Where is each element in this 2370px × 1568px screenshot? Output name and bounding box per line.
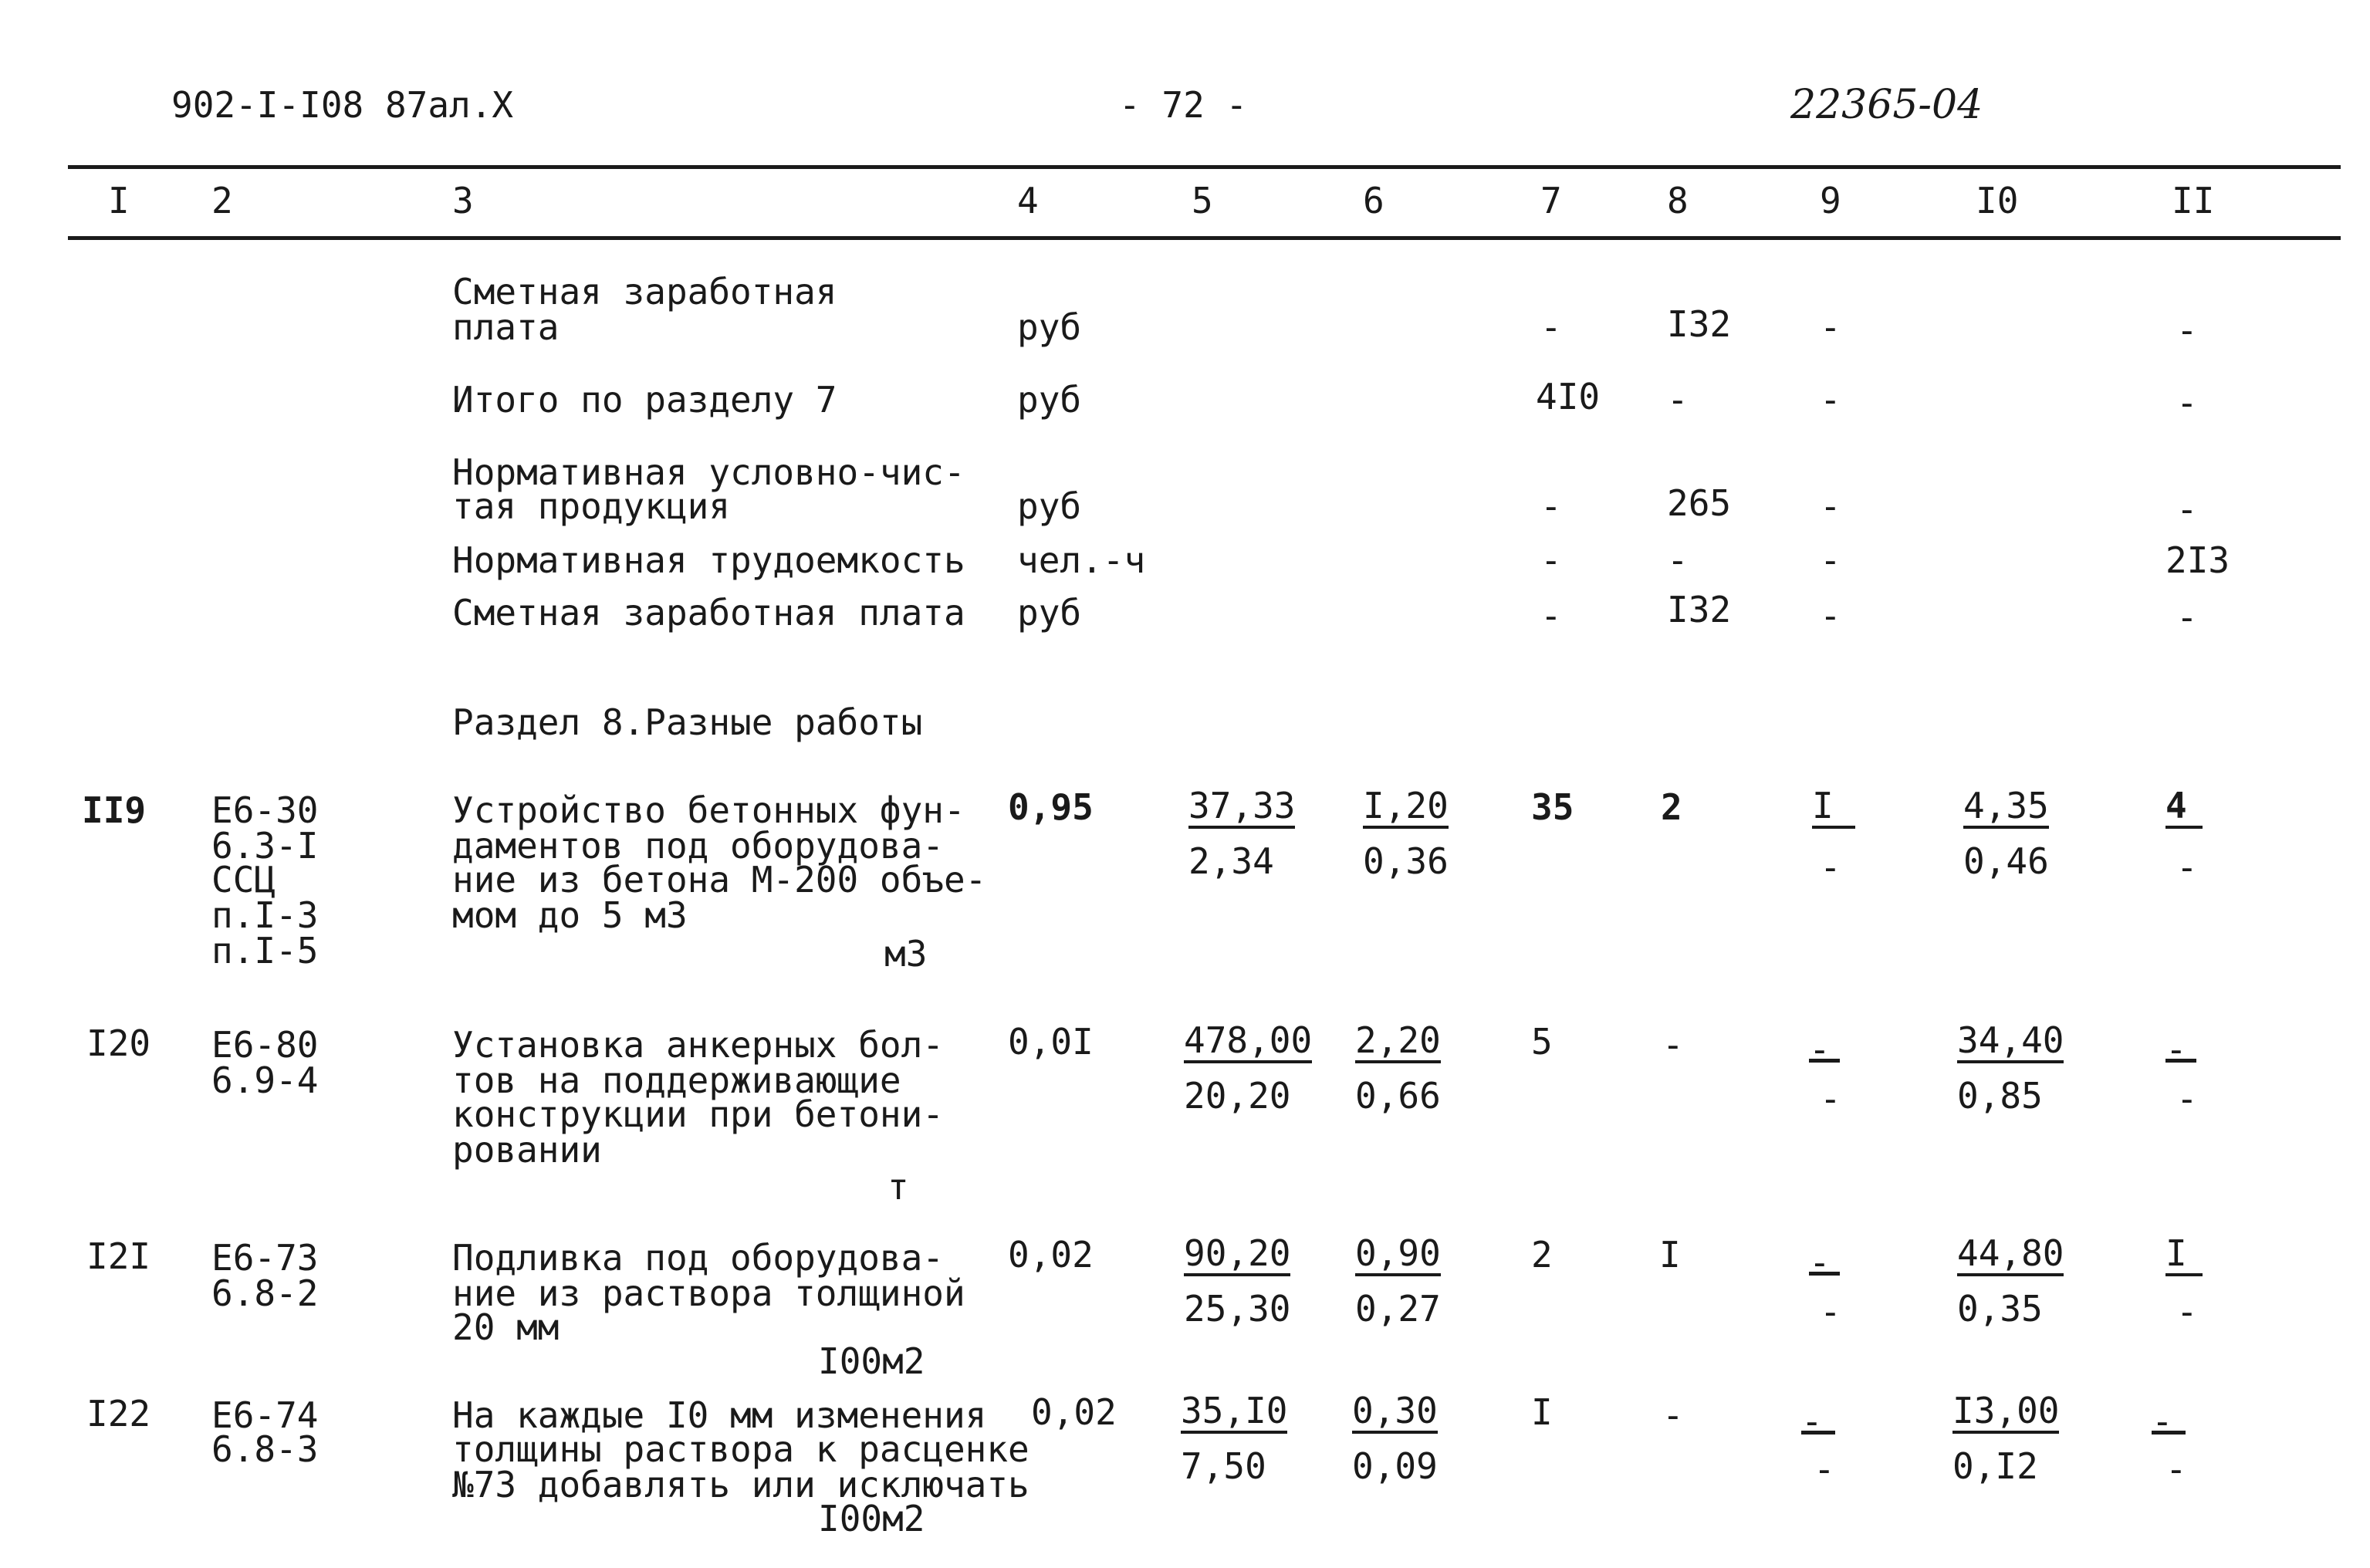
machine-wages: 0,09 bbox=[1352, 1445, 1438, 1487]
cell-col11: - bbox=[2176, 488, 2198, 530]
cell-col9-top: I bbox=[1812, 787, 1855, 829]
machine-cost: 2,20 bbox=[1355, 1022, 1441, 1063]
item-code: Е6-80 bbox=[211, 1024, 319, 1066]
cell-col9: - bbox=[1820, 379, 1841, 421]
cell-col10-top: 34,40 bbox=[1957, 1022, 2064, 1063]
cell-col10-bottom: 0,35 bbox=[1957, 1288, 2043, 1330]
cell-col8: - bbox=[1662, 1394, 1684, 1436]
item-description: толщины раствора к расценке bbox=[452, 1428, 1029, 1470]
cell-col7: - bbox=[1540, 595, 1562, 637]
cell-col8: 265 bbox=[1667, 482, 1732, 524]
row-name: тая продукция bbox=[452, 485, 731, 527]
cell-col10-top: 4,35 bbox=[1963, 787, 2049, 829]
column-number: II bbox=[2172, 180, 2215, 221]
item-quantity: 0,02 bbox=[1008, 1234, 1094, 1276]
cell-col9-top: - bbox=[1809, 1040, 1840, 1063]
table-top-rule bbox=[68, 165, 2341, 169]
cell-col11-top: - bbox=[2152, 1412, 2186, 1435]
cell-col7: 4I0 bbox=[1536, 376, 1601, 417]
item-code: 6.8-3 bbox=[211, 1428, 319, 1470]
column-number: 3 bbox=[452, 180, 474, 221]
cell-col11-bottom: - bbox=[2176, 1291, 2198, 1333]
cell-col7: 5 bbox=[1531, 1021, 1553, 1063]
cell-col11: - bbox=[2176, 596, 2198, 638]
cell-col8: I32 bbox=[1667, 303, 1732, 345]
item-quantity: 0,02 bbox=[1031, 1391, 1117, 1433]
item-code: 6.9-4 bbox=[211, 1059, 319, 1101]
cell-col9-top: - bbox=[1809, 1253, 1840, 1276]
album-number: 22365-04 bbox=[1790, 82, 1983, 128]
cell-col10-bottom: 0,46 bbox=[1963, 840, 2049, 882]
column-number: 4 bbox=[1017, 180, 1039, 221]
item-code: Е6-74 bbox=[211, 1394, 319, 1436]
cell-col9-bottom: - bbox=[1820, 1078, 1841, 1120]
column-number: 5 bbox=[1192, 180, 1213, 221]
cell-col8: - bbox=[1662, 1024, 1684, 1066]
machine-wages: 0,66 bbox=[1355, 1075, 1441, 1117]
item-quantity: 0,95 bbox=[1008, 786, 1094, 828]
item-code: 6.8-2 bbox=[211, 1272, 319, 1314]
machine-cost: I,20 bbox=[1363, 787, 1449, 829]
cell-col9-top: - bbox=[1801, 1412, 1835, 1435]
column-number: 9 bbox=[1820, 180, 1841, 221]
cell-col7: - bbox=[1540, 539, 1562, 581]
cell-col7: I bbox=[1531, 1391, 1553, 1433]
header-bottom-rule bbox=[68, 236, 2341, 240]
machine-cost: 0,90 bbox=[1355, 1235, 1441, 1276]
item-code: 6.3-I bbox=[211, 825, 319, 867]
doc-code: 902-I-I08 87ал.X bbox=[171, 84, 514, 126]
item-description: ровании bbox=[452, 1129, 602, 1171]
cell-col8: - bbox=[1667, 539, 1689, 581]
machine-wages: 0,27 bbox=[1355, 1288, 1441, 1330]
unit-cell: руб bbox=[1017, 485, 1082, 527]
item-unit: I00м2 bbox=[818, 1340, 925, 1382]
cell-col9: - bbox=[1820, 306, 1841, 348]
machine-cost: 0,30 bbox=[1352, 1392, 1438, 1434]
item-description: Подливка под оборудова- bbox=[452, 1237, 944, 1279]
cell-col9-bottom: - bbox=[1820, 847, 1841, 888]
price-wages: 25,30 bbox=[1184, 1288, 1291, 1330]
item-description: конструкции при бетони- bbox=[452, 1093, 944, 1135]
item-description: мом до 5 м3 bbox=[452, 894, 688, 936]
item-description: ние из бетона М-200 объе- bbox=[452, 859, 987, 901]
cell-col8: 2 bbox=[1661, 786, 1682, 828]
cell-col11: 2I3 bbox=[2165, 539, 2230, 581]
cell-col11: - bbox=[2176, 309, 2198, 351]
item-number: I20 bbox=[86, 1022, 151, 1064]
cell-col8: I bbox=[1659, 1234, 1681, 1276]
item-code: п.I-5 bbox=[211, 930, 319, 972]
row-name: Сметная заработная плата bbox=[452, 592, 965, 634]
price-total: 37,33 bbox=[1188, 787, 1295, 829]
cell-col9: - bbox=[1820, 539, 1841, 581]
cell-col8: - bbox=[1667, 379, 1689, 421]
cell-col7: 35 bbox=[1531, 786, 1574, 828]
item-description: 20 мм bbox=[452, 1306, 560, 1348]
price-total: 35,I0 bbox=[1181, 1392, 1287, 1434]
item-unit: I00м2 bbox=[818, 1498, 925, 1539]
item-description: №73 добавлять или исключать bbox=[452, 1464, 1029, 1505]
column-number: 2 bbox=[211, 180, 233, 221]
item-quantity: 0,0I bbox=[1008, 1021, 1094, 1063]
item-code: Е6-73 bbox=[211, 1237, 319, 1279]
cell-col10-top: 44,80 bbox=[1957, 1235, 2064, 1276]
cell-col8: I32 bbox=[1667, 589, 1732, 630]
item-number: I2I bbox=[86, 1235, 151, 1277]
cell-col9: - bbox=[1820, 595, 1841, 637]
machine-wages: 0,36 bbox=[1363, 840, 1449, 882]
cell-col11-bottom: - bbox=[2176, 847, 2198, 888]
page-number: - 72 - bbox=[1119, 84, 1248, 126]
unit-cell: руб bbox=[1017, 379, 1082, 421]
cell-col11-top: 4 bbox=[2165, 787, 2203, 829]
unit-cell: чел.-ч bbox=[1017, 539, 1146, 581]
cell-col10-bottom: 0,85 bbox=[1957, 1075, 2043, 1117]
item-description: тов на поддерживающие bbox=[452, 1059, 901, 1101]
item-description: Устройство бетонных фун- bbox=[452, 789, 965, 831]
column-number: I0 bbox=[1976, 180, 2019, 221]
price-wages: 20,20 bbox=[1184, 1075, 1291, 1117]
column-number: 8 bbox=[1667, 180, 1689, 221]
cell-col7: - bbox=[1540, 306, 1562, 348]
cell-col10-bottom: 0,I2 bbox=[1952, 1445, 2038, 1487]
cell-col9-bottom: - bbox=[1814, 1448, 1835, 1490]
item-unit: т bbox=[887, 1166, 909, 1208]
row-name: Сметная заработная bbox=[452, 271, 837, 313]
item-description: На каждые I0 мм изменения bbox=[452, 1394, 987, 1436]
item-code: Е6-30 bbox=[211, 789, 319, 831]
cell-col11-top: I bbox=[2165, 1235, 2203, 1276]
cell-col7: - bbox=[1540, 485, 1562, 527]
item-number: I22 bbox=[86, 1393, 151, 1435]
row-name: Нормативная условно-чис- bbox=[452, 451, 965, 493]
section-title: Раздел 8.Разные работы bbox=[452, 701, 923, 743]
price-total: 478,00 bbox=[1184, 1022, 1312, 1063]
unit-cell: руб bbox=[1017, 592, 1082, 634]
row-name: Итого по разделу 7 bbox=[452, 379, 837, 421]
item-code: п.I-3 bbox=[211, 894, 319, 936]
cell-col9-bottom: - bbox=[1820, 1291, 1841, 1333]
cell-col11: - bbox=[2176, 382, 2198, 424]
column-number: I bbox=[108, 180, 130, 221]
cell-col7: 2 bbox=[1531, 1234, 1553, 1276]
item-code: ССЦ bbox=[211, 859, 276, 901]
item-description: ние из раствора толщиной bbox=[452, 1272, 965, 1314]
item-description: Установка анкерных бол- bbox=[452, 1024, 944, 1066]
item-description: даментов под оборудова- bbox=[452, 825, 944, 867]
cell-col10-top: I3,00 bbox=[1952, 1392, 2059, 1434]
item-unit: м3 bbox=[884, 933, 928, 975]
row-name: плата bbox=[452, 306, 560, 348]
unit-cell: руб bbox=[1017, 306, 1082, 348]
cell-col9: - bbox=[1820, 485, 1841, 527]
row-name: Нормативная трудоемкость bbox=[452, 539, 965, 581]
column-number: 6 bbox=[1363, 180, 1384, 221]
column-number: 7 bbox=[1540, 180, 1562, 221]
price-wages: 7,50 bbox=[1181, 1445, 1266, 1487]
item-number: II9 bbox=[82, 789, 147, 831]
cell-col11-top: - bbox=[2165, 1040, 2196, 1063]
cell-col11-bottom: - bbox=[2176, 1078, 2198, 1120]
price-wages: 2,34 bbox=[1188, 840, 1274, 882]
cell-col11-bottom: - bbox=[2165, 1448, 2187, 1490]
price-total: 90,20 bbox=[1184, 1235, 1290, 1276]
